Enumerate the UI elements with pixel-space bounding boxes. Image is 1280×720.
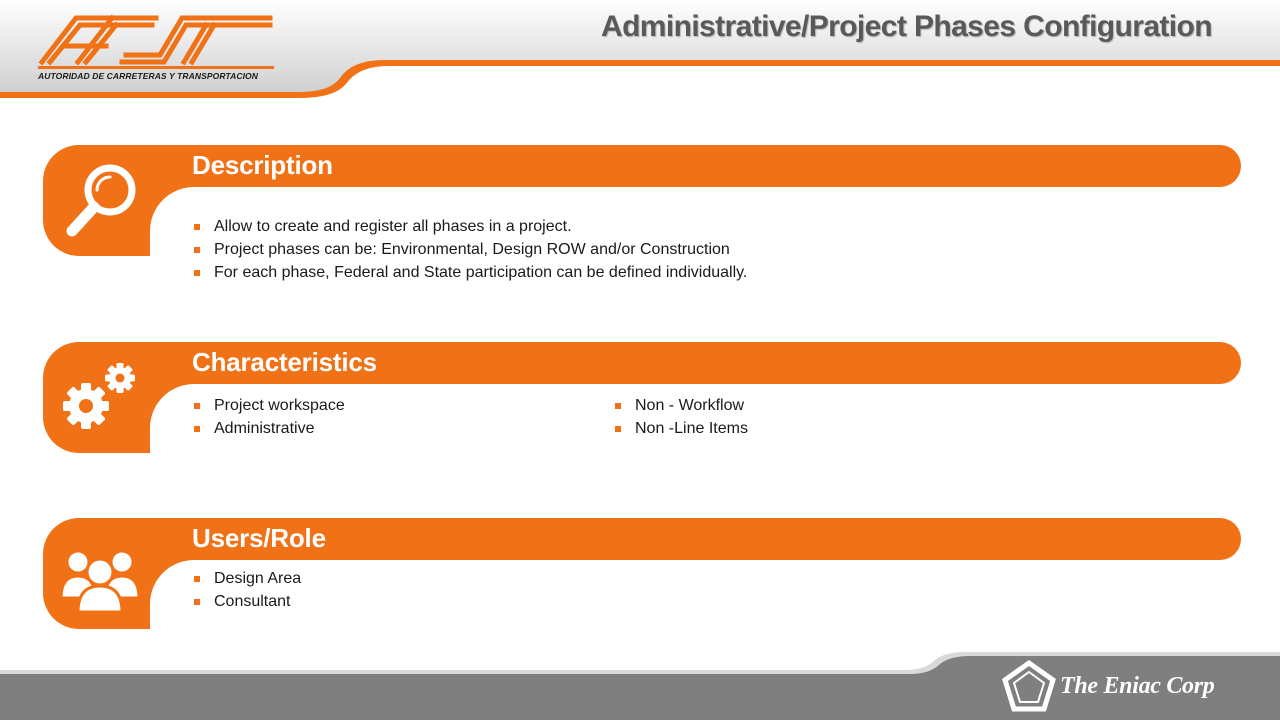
characteristics-bullets-left	[193, 394, 345, 440]
magnifier-icon	[58, 159, 142, 243]
gears-icon	[58, 356, 142, 440]
description-bullets	[193, 215, 747, 284]
section-title: Characteristics	[192, 347, 377, 377]
bullet-item: Administrative	[193, 417, 345, 440]
logo-tagline: AUTORIDAD DE CARRETERAS Y TRANSPORTACION	[38, 71, 258, 81]
bullet-item: Consultant	[193, 590, 301, 613]
bullet-item: Allow to create and register all phases in a project.	[193, 215, 747, 238]
bullet-item: Project phases can be: Environmental, Design ROW and/or Construction	[193, 238, 747, 261]
users-role-bullets	[193, 567, 301, 613]
eniac-logo-icon	[1002, 660, 1057, 714]
bullet-item: Design Area	[193, 567, 301, 590]
bullet-item: Non -Line Items	[614, 417, 748, 440]
bullet-item: Non - Workflow	[614, 394, 748, 417]
company-name: The Eniac Corp	[1060, 673, 1215, 699]
users-icon	[58, 532, 142, 616]
section-title: Users/Role	[192, 523, 326, 553]
page-title: Administrative/Project Phases Configuration	[601, 10, 1212, 43]
characteristics-bullets-right	[614, 394, 748, 440]
bullet-item: For each phase, Federal and State participation can be defined individually.	[193, 261, 747, 284]
section-title: Description	[192, 150, 333, 180]
bullet-item: Project workspace	[193, 394, 345, 417]
